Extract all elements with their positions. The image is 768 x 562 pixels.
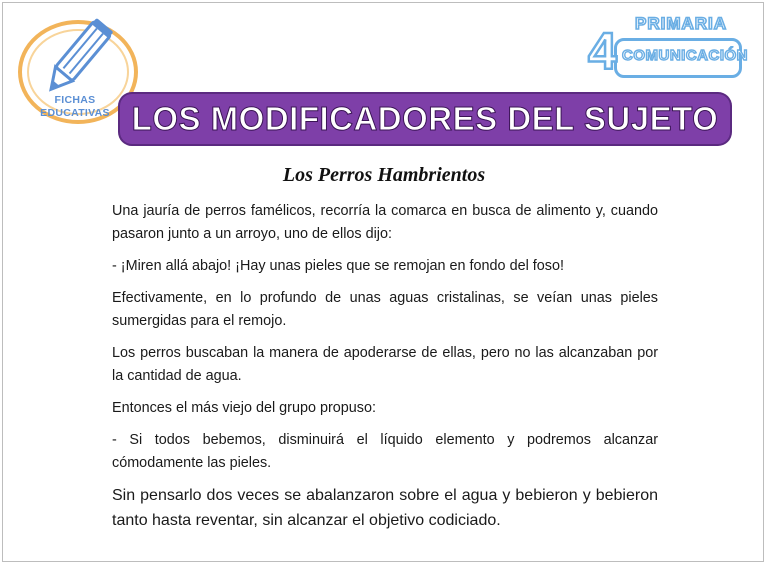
badge-subject: COMUNICACIÓN xyxy=(622,47,748,64)
grade-badge xyxy=(588,14,748,90)
story-paragraph: Una jauría de perros famélicos, recorría la comarca en busca de alimento y, cuando pasaron junto a un arroyo, uno de ellos dijo: xyxy=(112,203,658,242)
badge-level: PRIMARIA xyxy=(635,14,728,33)
story-paragraph: Efectivamente, en lo profundo de unas aguas cristalinas, se veían unas pieles sumergidas para el remojo. xyxy=(112,290,658,329)
logo-text-fichas: FICHAS xyxy=(54,94,96,106)
story-body xyxy=(112,200,658,542)
title-banner xyxy=(120,94,730,144)
story-title: Los Perros Hambrientos xyxy=(282,164,486,186)
story-paragraph: - ¡Miren allá abajo! ¡Hay unas pieles que se remojan en fondo del foso! xyxy=(112,258,564,274)
page-title: LOS MODIFICADORES DEL SUJETO xyxy=(131,100,719,137)
story-paragraph: Entonces el más viejo del grupo propuso: xyxy=(112,400,376,416)
story-paragraph: Los perros buscaban la manera de apoderarse de ellas, pero no las alcanzaban por la cantidad de agua. xyxy=(112,345,658,384)
story-paragraph: - Si todos bebemos, disminuirá el líquido elemento y podremos alcanzar cómodamente las pieles. xyxy=(112,432,658,471)
story-paragraph: Sin pensarlo dos veces se abalanzaron sobre el agua y bebieron y bebieron tanto hasta reventar, sin alcanzar el objetivo codiciado. xyxy=(112,487,658,529)
badge-grade: 4 xyxy=(588,23,617,81)
logo-text-educativas: EDUCATIVAS xyxy=(40,107,110,119)
